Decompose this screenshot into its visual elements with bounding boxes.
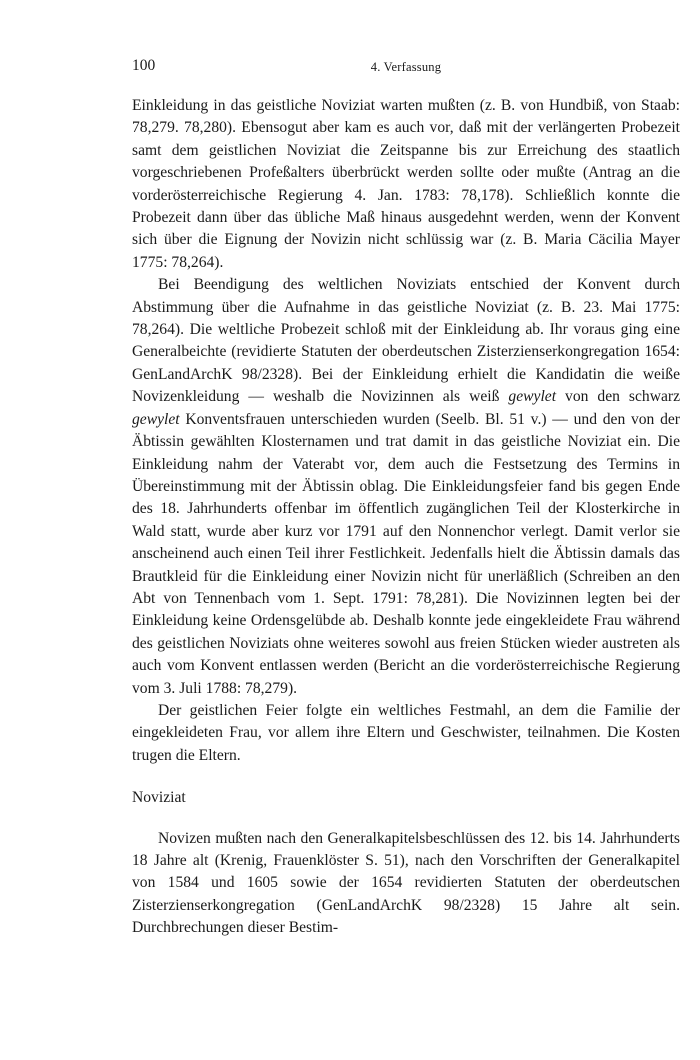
text-segment: Konventsfrauen unterschieden wurden (Seelb. Bl. 51 v.) — und den von der Äbtissin gewählten Klosternamen und trat damit in das geistliche Noviziat ein. Die Einkleidung nahm der Vaterabt vor, dem auch die Festsetzung des Termins in Übereinstimmung mit der Äbtissin oblag. Die Einkleidungsfeier fand bis gegen Ende des 18. Jahrhunderts offenbar im öffentlich zugänglichen Teil der Klosterkirche in Wald statt, wurde aber kurz vor 1791 auf den Nonnenchor verlegt. Damit verlor sie anscheinend auch einen Teil ihrer Festlichkeit. Jedenfalls hielt die Äbtissin damals das Brautkleid für die Einkleidung einer Novizin nicht für unerläßlich (Schreiben an den Abt von Tennenbach vom 1. Sept. 1791: 78,281). Die Novizinnen legten bei der Einkleidung keine Ordensgelübde ab. Deshalb konnte jede eingekleidete Frau während des geistlichen Noviziats ohne weiteres sowohl aus freien Stücken wieder austreten als auch vom Konvent entlassen werden (Bericht an die vorderösterreichische Regierung vom 3. Juli 1788: 78,279). (132, 410, 680, 697)
text-segment: Einkleidung in das geistliche Noviziat warten mußten (z. B. von Hundbiß, von Staab: 78,279. 78,280). Ebensogut aber kam es auch vor, daß mit der verlängerten Probezeit samt dem geistlichen Noviziat die Zeitspanne bis zur Erreichung des staatlich vorgeschriebenen Profeßalters überbrückt werden sollte oder mußte (Antrag an die vorderösterreichische Regierung 4. Jan. 1783: 78,178). Schließlich konnte die Probezeit dann über das übliche Maß hinaus ausgedehnt werden, wenn der Konvent sich über die Eignung der Novizin nicht schlüssig war (z. B. Maria Cäcilia Mayer 1775: 78,264). (132, 97, 680, 271)
paragraph-2 (132, 274, 680, 700)
section-heading: Noviziat (132, 789, 186, 807)
text-segment: Der geistlichen Feier folgte ein weltliches Festmahl, an dem die Familie der eingekleideten Frau, vor allem ihre Eltern und Geschwister, teilnahmen. Die Kosten trugen die Eltern. (132, 701, 680, 764)
text-segment: Bei Beendigung des weltlichen Noviziats entschied der Konvent durch Abstimmung über die Aufnahme in das geistliche Noviziat (z. B. 23. Mai 1775: 78,264). Die weltliche Probezeit schloß mit der Einkleidung ab. Ihr voraus ging eine Generalbeichte (revidierte Statuten der oberdeutschen Zisterzienserkongregation 1654: GenLandArchK 98/2328). Bei der Einkleidung erhielt die Kandidatin die weiße Novizenkleidung — weshalb die Novizinnen als weiß (132, 276, 680, 406)
text-segment: von den schwarz (556, 388, 680, 406)
text-segment: Novizen mußten nach den Generalkapitelsbeschlüssen des 12. bis 14. Jahrhunderts 18 Jahre alt (Krenig, Frauenklöster S. 51), nach den Vorschriften der Generalkapitel von 1584 und 1605 sowie der 1654 revidierten Statuten der oberdeutschen Zisterzienserkongregation (GenLandArchK 98/2328) 15 Jahre alt sein. Durchbrechungen dieser Bestim- (132, 829, 680, 937)
page-number: 100 (132, 57, 156, 74)
italic-term: gewylet (508, 388, 557, 406)
section-paragraph-1 (132, 828, 680, 940)
italic-term: gewylet (132, 410, 180, 428)
paragraph-3 (132, 700, 680, 767)
book-page (132, 56, 680, 940)
paragraph-1 (132, 95, 680, 274)
chapter-title: 4. Verfassung (370, 60, 442, 74)
body-text (132, 95, 680, 940)
running-head (132, 56, 680, 86)
